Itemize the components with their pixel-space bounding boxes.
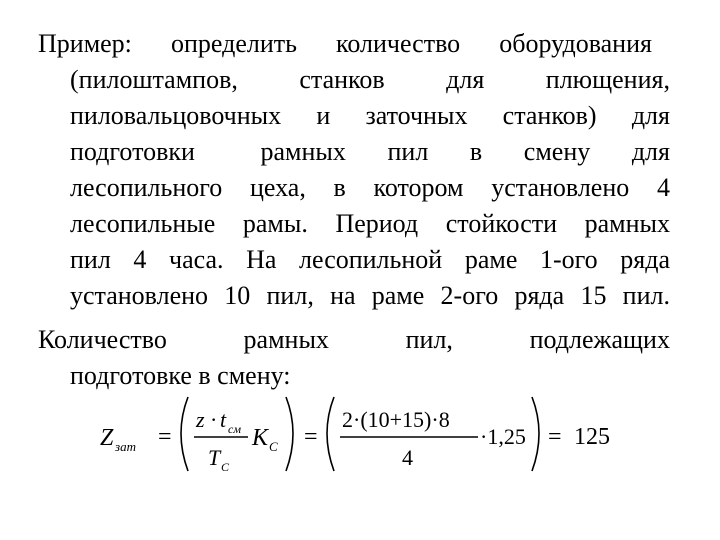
word: 2-ого bbox=[440, 281, 499, 310]
right-paren bbox=[286, 397, 293, 471]
word: станков) bbox=[502, 101, 597, 130]
word: для bbox=[446, 65, 485, 94]
numerator-t-subscript: см bbox=[228, 422, 241, 436]
word: 4 bbox=[133, 245, 147, 274]
lhs-symbol: Z bbox=[100, 425, 114, 451]
word: и bbox=[316, 101, 331, 130]
equals-sign: = bbox=[304, 424, 318, 450]
word: для bbox=[631, 101, 670, 130]
word: стойкости bbox=[445, 209, 558, 238]
word: пил bbox=[387, 137, 429, 166]
word: котором bbox=[373, 173, 464, 202]
text-line bbox=[38, 278, 670, 314]
word: в bbox=[333, 173, 346, 202]
factor-K: K bbox=[252, 425, 269, 451]
numeric-factor: ·1,25 bbox=[480, 424, 526, 449]
word: Период bbox=[335, 209, 419, 238]
word: в bbox=[469, 137, 483, 166]
word: плющения, bbox=[545, 65, 670, 94]
word: подлежащих bbox=[529, 325, 670, 354]
word: заточных bbox=[365, 101, 468, 130]
word: пил bbox=[70, 245, 111, 274]
word: оборудования bbox=[499, 29, 652, 58]
word: пил, bbox=[266, 281, 314, 310]
text-line bbox=[38, 322, 670, 358]
text-line bbox=[38, 358, 670, 394]
word: раме bbox=[464, 245, 518, 274]
word: раме bbox=[371, 281, 425, 310]
word: 4 bbox=[656, 173, 670, 202]
text-line bbox=[38, 206, 670, 242]
equals-sign: = bbox=[158, 424, 172, 450]
word: установлено bbox=[70, 281, 209, 310]
word: 10 bbox=[224, 281, 251, 310]
lhs-subscript: зат bbox=[115, 439, 136, 454]
word: количество bbox=[336, 29, 461, 58]
word: 1-ого bbox=[539, 245, 598, 274]
text-line bbox=[38, 26, 670, 62]
word: рамных bbox=[260, 137, 346, 166]
factor-K-subscript: C bbox=[269, 439, 278, 454]
result-value: 125 bbox=[574, 424, 610, 450]
text-line bbox=[38, 134, 670, 170]
formula-graphic bbox=[100, 393, 640, 483]
problem-statement bbox=[38, 26, 670, 314]
word: часа. bbox=[169, 245, 224, 274]
word: 15 bbox=[580, 281, 607, 310]
word: лесопильные bbox=[70, 209, 216, 238]
word: станков bbox=[299, 65, 385, 94]
equals-sign: = bbox=[548, 424, 562, 450]
word: смену bbox=[523, 137, 591, 166]
numeric-denominator: 4 bbox=[402, 445, 413, 470]
numerator-t: t bbox=[220, 407, 227, 432]
word: для bbox=[631, 137, 670, 166]
word: пил. bbox=[622, 281, 670, 310]
denominator-T: T bbox=[208, 445, 221, 470]
word: подготовке в смену: bbox=[70, 361, 291, 390]
word: Пример: bbox=[38, 29, 132, 58]
text-line bbox=[38, 170, 670, 206]
word: Количество bbox=[38, 325, 167, 354]
left-paren bbox=[181, 397, 188, 471]
numeric-numerator: 2·(10+15)·8 bbox=[342, 407, 450, 432]
word: лесопильного bbox=[70, 173, 223, 202]
word: на bbox=[330, 281, 356, 310]
word: На bbox=[246, 245, 277, 274]
left-paren bbox=[327, 397, 334, 471]
word: (пилоштампов, bbox=[70, 65, 238, 94]
word: подготовки bbox=[70, 137, 195, 166]
word: рамных bbox=[584, 209, 670, 238]
word: цеха, bbox=[250, 173, 306, 202]
word: установлено bbox=[491, 173, 630, 202]
text-line bbox=[38, 242, 670, 278]
word: определить bbox=[170, 29, 297, 58]
word: ряда bbox=[620, 245, 670, 274]
word: пил, bbox=[405, 325, 453, 354]
text-line bbox=[38, 62, 670, 98]
formula bbox=[100, 393, 640, 483]
numerator-z: z bbox=[196, 407, 205, 432]
text-line bbox=[38, 98, 670, 134]
word: рамных bbox=[243, 325, 329, 354]
word: пиловальцовочных bbox=[70, 101, 282, 130]
right-paren bbox=[532, 397, 539, 471]
numerator-dot: · bbox=[210, 407, 218, 432]
denominator-T-subscript: C bbox=[221, 460, 230, 474]
word: лесопильной bbox=[299, 245, 443, 274]
result-statement bbox=[38, 322, 670, 394]
word: ряда bbox=[514, 281, 565, 310]
word: рамы. bbox=[242, 209, 308, 238]
